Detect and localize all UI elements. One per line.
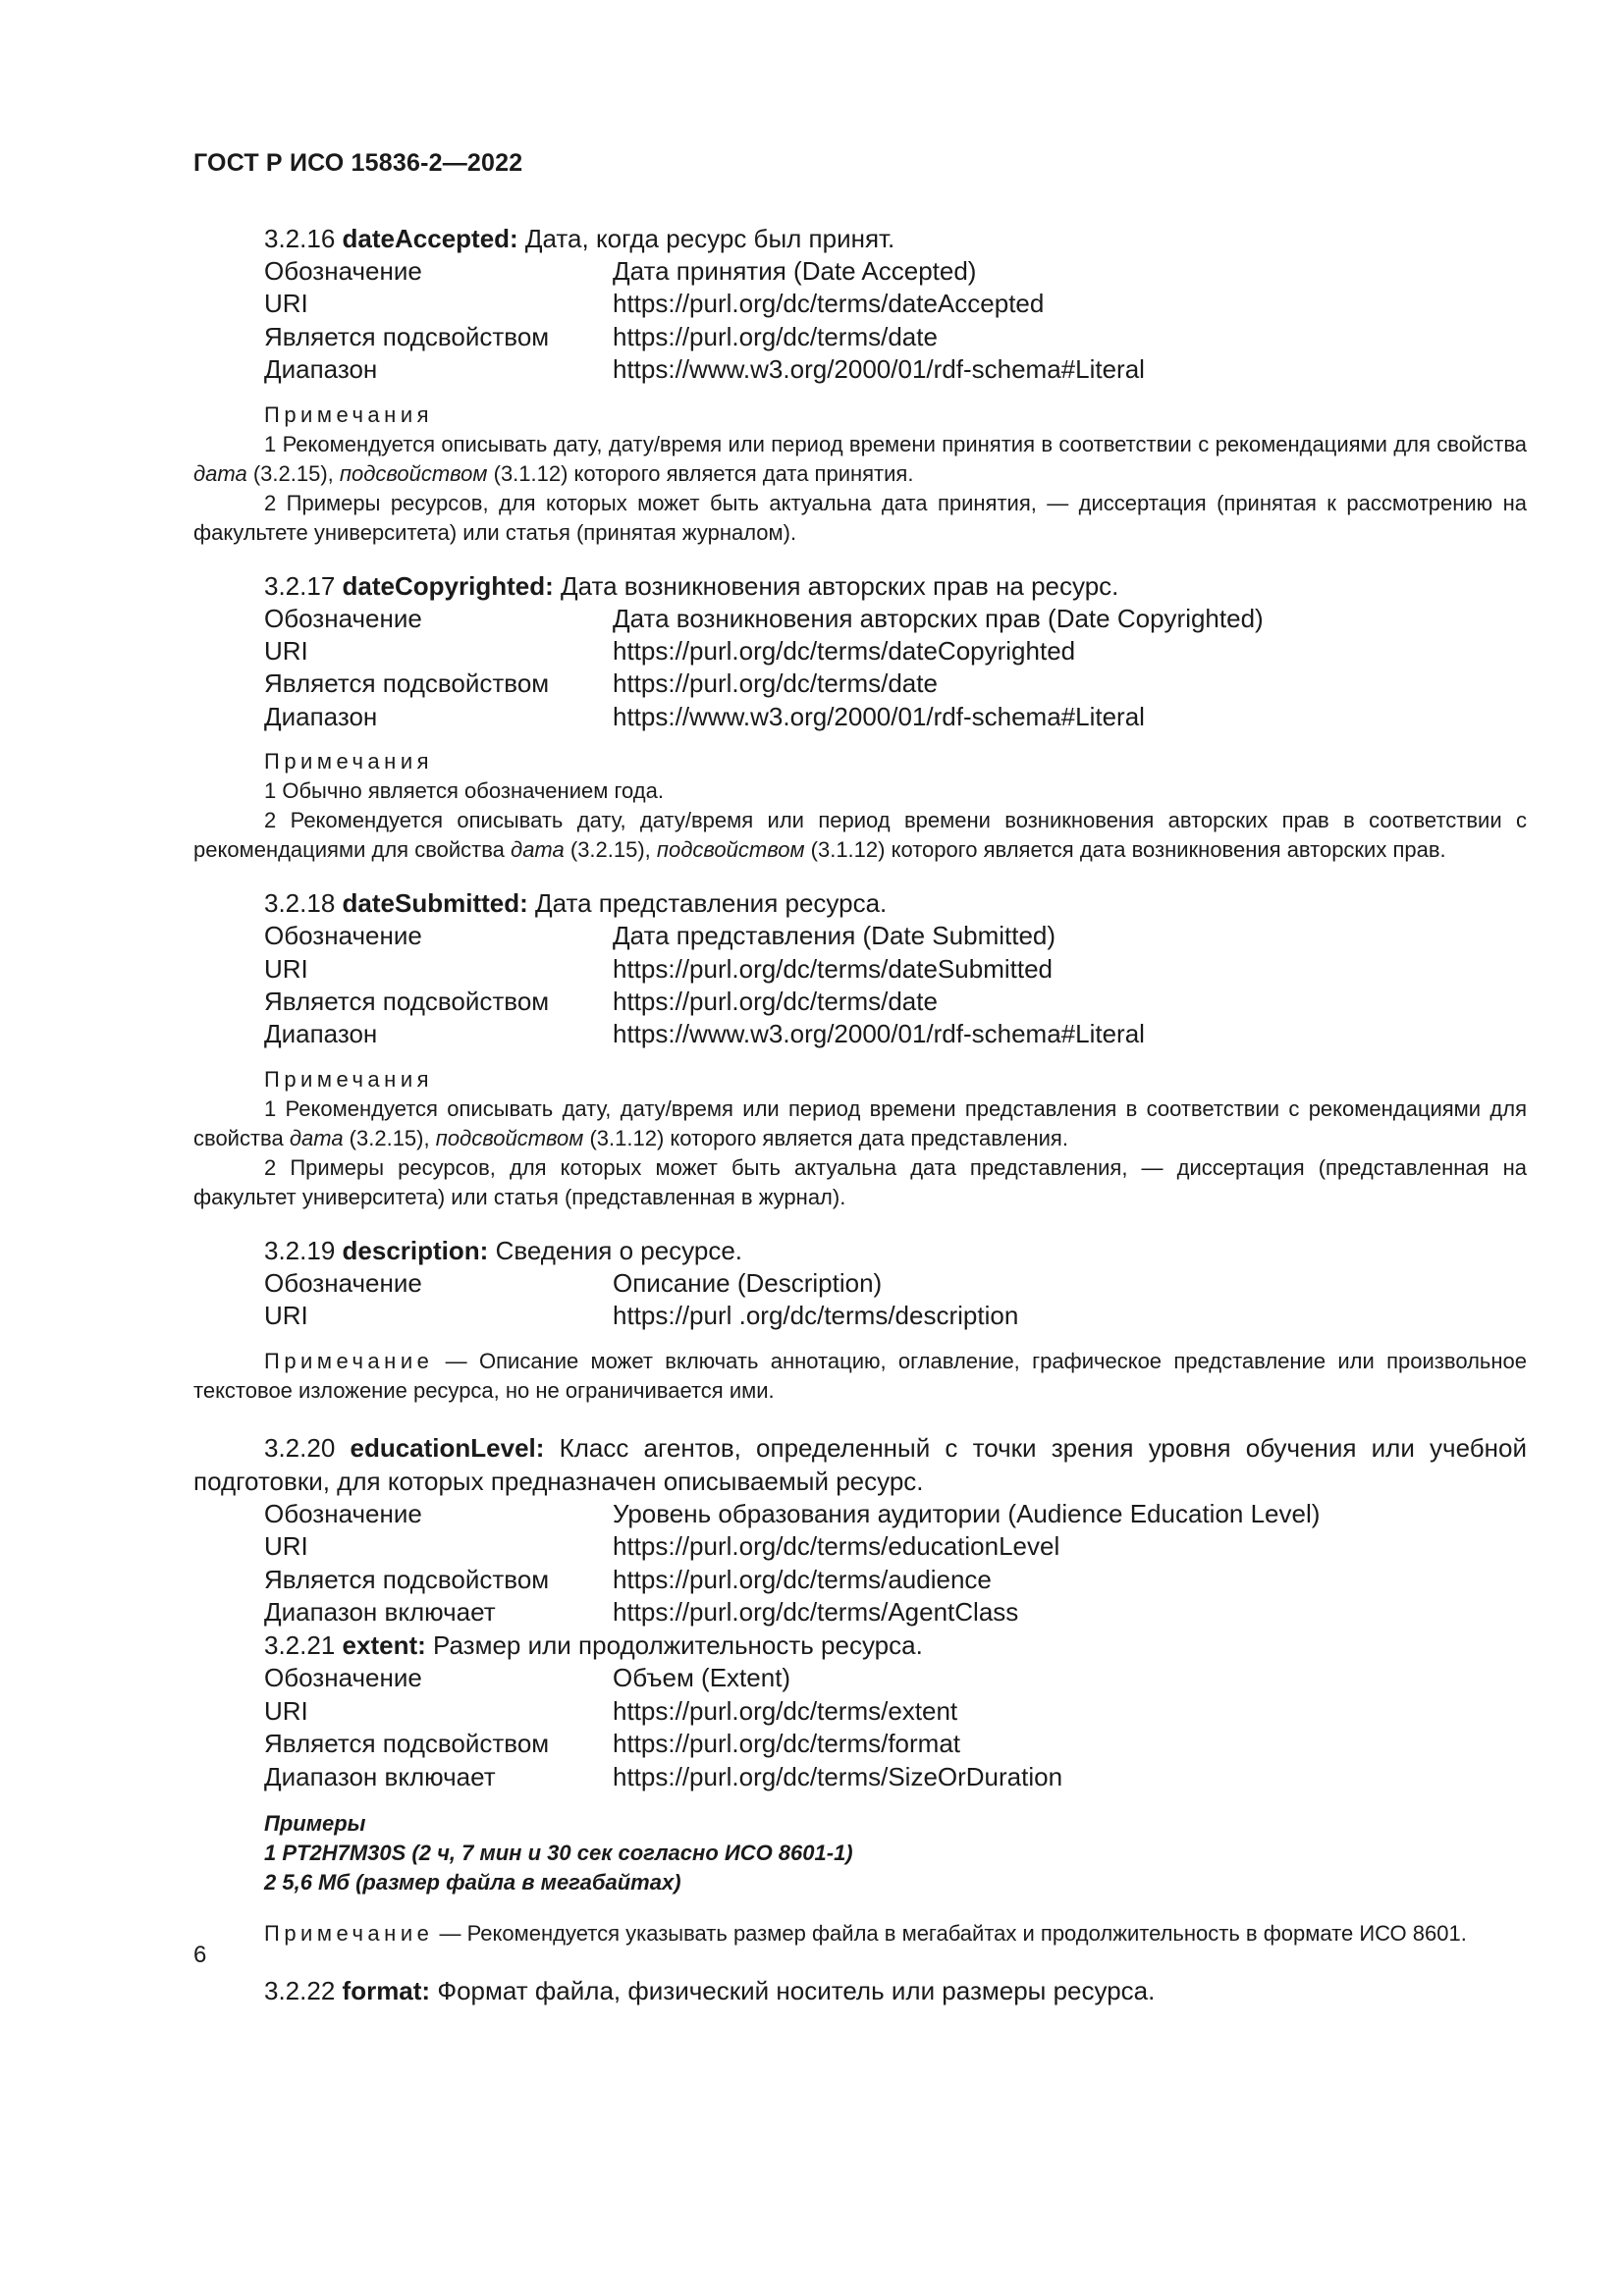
property-row bbox=[264, 353, 1527, 386]
property-label: Обозначение bbox=[264, 1663, 422, 1693]
property-label: URI bbox=[264, 1531, 308, 1562]
property-row bbox=[264, 321, 1527, 353]
term-definition: Формат файла, физический носитель или размеры ресурса. bbox=[437, 1975, 1156, 2005]
notes-heading: Примечания bbox=[264, 749, 434, 774]
property-row bbox=[264, 255, 1527, 288]
property-label: Диапазон bbox=[264, 1019, 378, 1049]
property-table bbox=[193, 1267, 1527, 1333]
term-title bbox=[193, 569, 1527, 603]
term-name: dateAccepted: bbox=[342, 224, 518, 253]
property-value: https://purl.org/dc/terms/dateSubmitted bbox=[613, 953, 1053, 984]
property-label: URI bbox=[264, 953, 308, 984]
term-number: 3.2.21 bbox=[264, 1630, 336, 1661]
property-value: Дата представления (Date Submitted) bbox=[613, 921, 1056, 951]
property-row bbox=[264, 1267, 1527, 1300]
property-label: Обозначение bbox=[264, 1498, 422, 1528]
term-name: extent: bbox=[342, 1630, 426, 1661]
term-definition: Дата, когда ресурс был принят. bbox=[524, 224, 895, 253]
term-number: 3.2.16 bbox=[264, 224, 336, 253]
single-note: Примечание — Описание может включать аннотацию, оглавление, графическое представление или произвольное текстовое изложение ресурса, но не ограничивается ими. bbox=[193, 1348, 1527, 1403]
property-value: https://purl.org/dc/terms/audience bbox=[613, 1564, 992, 1594]
property-value: Объем (Extent) bbox=[613, 1663, 791, 1693]
property-value: https://purl.org/dc/terms/format bbox=[613, 1729, 961, 1759]
property-value: https://purl .org/dc/terms/description bbox=[613, 1301, 1019, 1331]
term-title bbox=[193, 1234, 1527, 1267]
term-definition: Дата представления ресурса. bbox=[535, 888, 888, 919]
property-value: https://purl.org/dc/terms/AgentClass bbox=[613, 1596, 1019, 1627]
property-table bbox=[193, 255, 1527, 387]
property-row bbox=[264, 1018, 1527, 1050]
property-label: Обозначение bbox=[264, 603, 422, 633]
property-row bbox=[264, 1662, 1527, 1694]
note: 1 Рекомендуется описывать дату, дату/время или период времени принятия в соответствии с рекомендациями для свойства дата (3.2.15), подсвойством (3.1.12) которого является дата принятия. bbox=[193, 431, 1527, 486]
property-label: Является подсвойством bbox=[264, 1729, 550, 1759]
term-3-2-22 bbox=[193, 1974, 1527, 2007]
note-heading: Примечание bbox=[264, 1348, 434, 1373]
property-label: URI bbox=[264, 289, 308, 319]
property-label: Диапазон bbox=[264, 701, 378, 731]
term-title bbox=[193, 222, 1527, 255]
term-definition: Дата возникновения авторских прав на ресурс. bbox=[561, 570, 1119, 601]
property-row bbox=[264, 603, 1527, 635]
term-name: format: bbox=[342, 1975, 431, 2005]
term-number: 3.2.20 bbox=[264, 1432, 336, 1463]
property-value: https://purl.org/dc/terms/date bbox=[613, 987, 938, 1017]
property-value: Описание (Description) bbox=[613, 1267, 883, 1298]
term-title bbox=[193, 886, 1527, 920]
property-value: https://www.w3.org/2000/01/rdf-schema#Literal bbox=[613, 1019, 1145, 1049]
document-header: ГОСТ Р ИСО 15836-2—2022 bbox=[193, 149, 523, 177]
note: 1 Обычно является обозначением года. bbox=[264, 778, 664, 804]
note-heading: Примечание bbox=[264, 1920, 434, 1946]
example-item: 2 5,6 Мб (размер файла в мегабайтах) bbox=[264, 1869, 681, 1895]
example-item: 1 PT2H7M30S (2 ч, 7 мин и 30 сек согласно ИСО 8601-1) bbox=[264, 1840, 853, 1865]
term-title bbox=[193, 1431, 1527, 1498]
examples-block bbox=[193, 1809, 1527, 1897]
property-label: Диапазон bbox=[264, 354, 378, 385]
property-row bbox=[264, 1596, 1527, 1629]
term-name: dateSubmitted: bbox=[342, 888, 528, 919]
term-name: dateCopyrighted: bbox=[342, 570, 554, 601]
property-row bbox=[264, 1530, 1527, 1563]
notes-block bbox=[193, 400, 1527, 548]
term-name: description: bbox=[342, 1235, 489, 1265]
property-row bbox=[264, 1300, 1527, 1332]
term-number: 3.2.19 bbox=[264, 1235, 336, 1265]
notes-block bbox=[193, 747, 1527, 865]
property-label: Диапазон включает bbox=[264, 1596, 496, 1627]
term-definition: Размер или продолжительность ресурса. bbox=[433, 1630, 923, 1661]
property-label: URI bbox=[264, 636, 308, 667]
term-3-2-19 bbox=[193, 1234, 1527, 1406]
property-row bbox=[264, 1498, 1527, 1530]
note: 1 Рекомендуется описывать дату, дату/время или период времени представления в соответствии с рекомендациями для свойства дата (3.2.15), подсвойством (3.1.12) которого является дата представления. bbox=[193, 1095, 1527, 1150]
property-value: https://purl.org/dc/terms/dateCopyrighted bbox=[613, 636, 1076, 667]
term-number: 3.2.18 bbox=[264, 888, 336, 919]
property-value: Дата возникновения авторских прав (Date Copyrighted) bbox=[613, 603, 1264, 633]
term-number: 3.2.22 bbox=[264, 1975, 336, 2005]
property-value: Дата принятия (Date Accepted) bbox=[613, 256, 977, 286]
page-number: 6 bbox=[193, 1942, 207, 1968]
term-3-2-18 bbox=[193, 886, 1527, 1212]
property-row bbox=[264, 1728, 1527, 1760]
property-value: https://purl.org/dc/terms/date bbox=[613, 668, 938, 699]
note: 2 Рекомендуется описывать дату, дату/время или период времени возникновения авторских прав в соответствии с рекомендациями для свойства дата (3.2.15), подсвойством (3.1.12) которого является дата возникновения авторских прав. bbox=[193, 808, 1527, 863]
notes-heading: Примечания bbox=[264, 401, 434, 427]
term-title bbox=[193, 1629, 1527, 1662]
note: 2 Примеры ресурсов, для которых может быть актуальна дата принятия, — диссертация (принятая к рассмотрению на факультете университета) или статья (принятая журналом). bbox=[193, 490, 1527, 545]
term-definition: Класс агентов, определенный с точки зрения уровня обучения или учебной подготовки, для которых предназначен описываемый ресурс. bbox=[193, 1432, 1527, 1496]
property-label: Обозначение bbox=[264, 256, 422, 286]
property-value: https://purl.org/dc/terms/extent bbox=[613, 1695, 958, 1726]
property-row bbox=[264, 1564, 1527, 1596]
property-table bbox=[193, 920, 1527, 1051]
property-table bbox=[193, 1662, 1527, 1793]
property-value: https://www.w3.org/2000/01/rdf-schema#Literal bbox=[613, 701, 1145, 731]
property-value: https://purl.org/dc/terms/date bbox=[613, 321, 938, 351]
property-value: https://purl.org/dc/terms/SizeOrDuration bbox=[613, 1761, 1063, 1791]
property-row bbox=[264, 701, 1527, 733]
property-value: https://purl.org/dc/terms/educationLevel bbox=[613, 1531, 1060, 1562]
term-3-2-17 bbox=[193, 569, 1527, 866]
property-value: https://purl.org/dc/terms/dateAccepted bbox=[613, 289, 1045, 319]
document-body bbox=[193, 222, 1527, 2007]
property-table bbox=[193, 603, 1527, 734]
property-row bbox=[264, 1761, 1527, 1793]
property-table bbox=[193, 1498, 1527, 1629]
property-row bbox=[264, 288, 1527, 320]
property-label: Является подсвойством bbox=[264, 321, 550, 351]
property-label: Является подсвойством bbox=[264, 1564, 550, 1594]
term-3-2-16 bbox=[193, 222, 1527, 548]
property-label: Обозначение bbox=[264, 1267, 422, 1298]
notes-heading: Примечания bbox=[264, 1066, 434, 1092]
property-label: URI bbox=[264, 1301, 308, 1331]
single-note: Примечание — Рекомендуется указывать размер файла в мегабайтах и продолжительность в формате ИСО 8601. bbox=[264, 1920, 1467, 1946]
note: 2 Примеры ресурсов, для которых может быть актуальна дата представления, — диссертация (представленная на факультет университета) или статья (представленная в журнал). bbox=[193, 1154, 1527, 1209]
term-number: 3.2.17 bbox=[264, 570, 336, 601]
property-row bbox=[264, 986, 1527, 1018]
notes-block bbox=[193, 1065, 1527, 1212]
property-label: Обозначение bbox=[264, 921, 422, 951]
examples-heading: Примеры bbox=[264, 1810, 366, 1836]
property-label: Диапазон включает bbox=[264, 1761, 496, 1791]
property-row bbox=[264, 953, 1527, 986]
property-row bbox=[264, 667, 1527, 700]
property-label: Является подсвойством bbox=[264, 987, 550, 1017]
property-label: URI bbox=[264, 1695, 308, 1726]
property-row bbox=[264, 635, 1527, 667]
term-3-2-20 bbox=[193, 1431, 1527, 1629]
property-value: Уровень образования аудитории (Audience Education Level) bbox=[613, 1498, 1321, 1528]
term-3-2-21 bbox=[193, 1629, 1527, 1949]
term-name: educationLevel: bbox=[350, 1432, 545, 1463]
term-definition: Сведения о ресурсе. bbox=[495, 1235, 743, 1265]
property-value: https://www.w3.org/2000/01/rdf-schema#Literal bbox=[613, 354, 1145, 385]
term-title bbox=[193, 1974, 1527, 2007]
property-row bbox=[264, 1695, 1527, 1728]
property-label: Является подсвойством bbox=[264, 668, 550, 699]
property-row bbox=[264, 920, 1527, 952]
